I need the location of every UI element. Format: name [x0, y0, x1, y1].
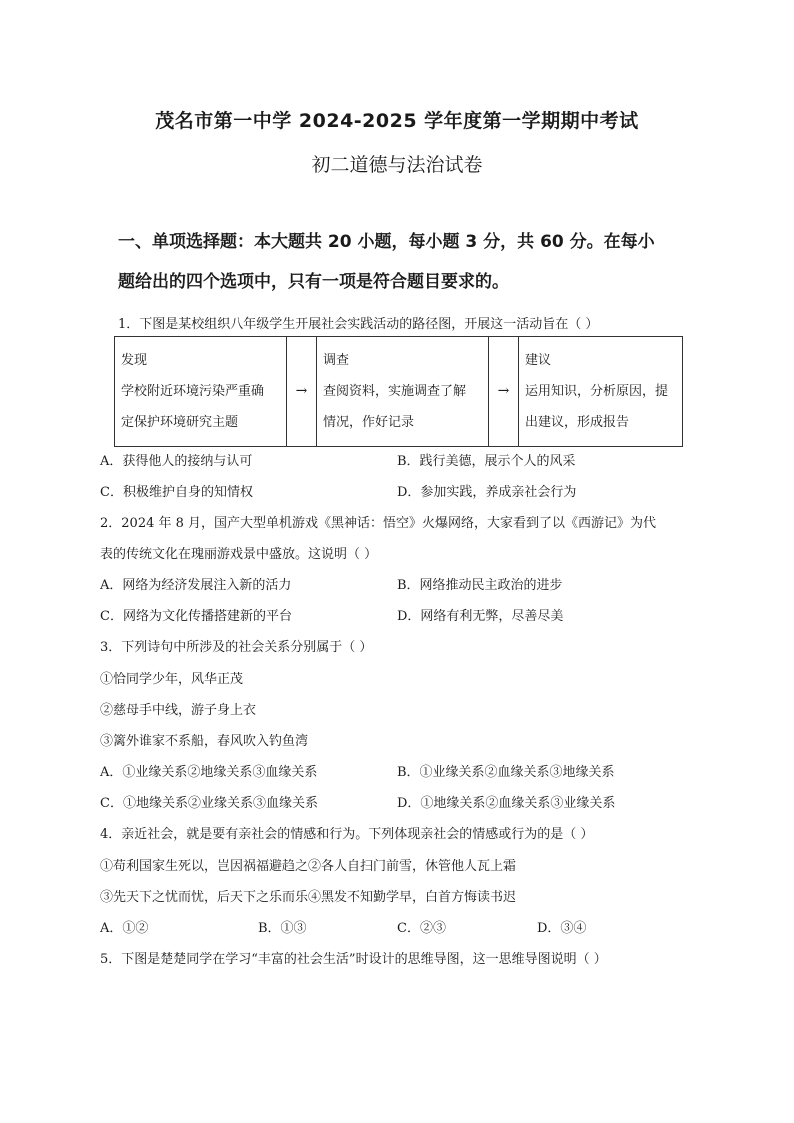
flow-step-suggest — [519, 337, 683, 447]
q4-option-d: D．③④ — [537, 921, 587, 936]
q3-poem-2: ②慈母手中线，游子身上衣 — [100, 703, 257, 718]
q4-stem: 4．亲近社会，就是要有亲社会的情感和行为。下列体现亲社会的情感或行为的是（ ） — [100, 827, 594, 842]
q5-stem: 5．下图是楚楚同学在学习“丰富的社会生活”时设计的思维导图，这一思维导图说明（ ） — [100, 952, 607, 967]
q2-option-b: B．网络推动民主政治的进步 — [397, 578, 563, 593]
q2-option-a: A．网络为经济发展注入新的活力 — [100, 578, 292, 593]
q3-option-a: A．①业缘关系②地缘关系③血缘关系 — [100, 765, 318, 780]
flow-step-discover — [115, 337, 287, 447]
q1-stem: 1．下图是某校组织八年级学生开展社会实践活动的路径图，开展这一活动旨在（ ） — [118, 317, 599, 332]
flow-step-text: 查阅资料，实施调查了解 — [323, 384, 467, 399]
section-heading-line2: 题给出的四个选项中，只有一项是符合题目要求的。 — [118, 272, 509, 292]
q4-option-a: A．①② — [100, 921, 149, 936]
q4-statements-2: ③先天下之忧而忧，后天下之乐而乐④黑发不知勤学早，白首方悔读书迟 — [100, 890, 517, 905]
q3-stem: 3．下列诗句中所涉及的社会关系分别属于（ ） — [100, 640, 373, 655]
flow-step-text: 出建议，形成报告 — [525, 415, 630, 430]
arrow-right-icon: → — [489, 337, 519, 447]
flow-step-title: 调查 — [323, 353, 350, 368]
q2-option-d: D．网络有利无弊，尽善尽美 — [397, 609, 564, 624]
q3-option-d: D．①地缘关系②血缘关系③业缘关系 — [397, 796, 616, 811]
flow-step-title: 发现 — [121, 353, 148, 368]
q1-option-d: D．参加实践，养成亲社会行为 — [397, 485, 577, 500]
flow-step-investigate — [317, 337, 489, 447]
q2-stem-line1: 2．2024 年 8 月，国产大型单机游戏《黑神话：悟空》火爆网络，大家看到了以《西游记》为代 — [100, 516, 657, 531]
q2-option-c: C．网络为文化传播搭建新的平台 — [100, 609, 292, 624]
section-heading — [118, 222, 678, 302]
exam-subtitle: 初二道德与法治试卷 — [311, 154, 483, 176]
flow-step-text: 学校附近环境污染严重确 — [121, 384, 265, 399]
flow-step-title: 建议 — [525, 353, 552, 368]
q2-stem-line2: 表的传统文化在瑰丽游戏景中盛放。这说明（ ） — [100, 547, 378, 562]
q3-poem-1: ①恰同学少年，风华正茂 — [100, 672, 244, 687]
exam-title: 茂名市第一中学 2024-2025 学年度第一学期期中考试 — [155, 110, 639, 132]
q4-option-c: C．②③ — [397, 921, 446, 936]
q4-option-b: B．①③ — [258, 921, 307, 936]
q3-poem-3: ③篱外谁家不系船，春风吹入钓鱼湾 — [100, 734, 309, 749]
q3-option-b: B．①业缘关系②血缘关系③地缘关系 — [397, 765, 615, 780]
q4-statements-1: ①苟利国家生死以，岂因祸福避趋之②各人自扫门前雪，休管他人瓦上霜 — [100, 859, 517, 874]
q1-flow-diagram — [114, 336, 683, 447]
flow-step-text: 情况，作好记录 — [323, 415, 415, 430]
arrow-right-icon: → — [287, 337, 317, 447]
q1-option-a: A．获得他人的接纳与认可 — [100, 454, 253, 469]
q1-option-b: B．践行美德，展示个人的风采 — [397, 454, 576, 469]
flow-step-text: 运用知识，分析原因，提 — [525, 384, 669, 399]
q3-option-c: C．①地缘关系②业缘关系③血缘关系 — [100, 796, 318, 811]
q1-option-c: C．积极维护自身的知情权 — [100, 485, 253, 500]
section-heading-line1: 一、单项选择题：本大题共 20 小题，每小题 3 分，共 60 分。在每小 — [118, 232, 655, 252]
flow-step-text: 定保护环境研究主题 — [121, 415, 239, 430]
